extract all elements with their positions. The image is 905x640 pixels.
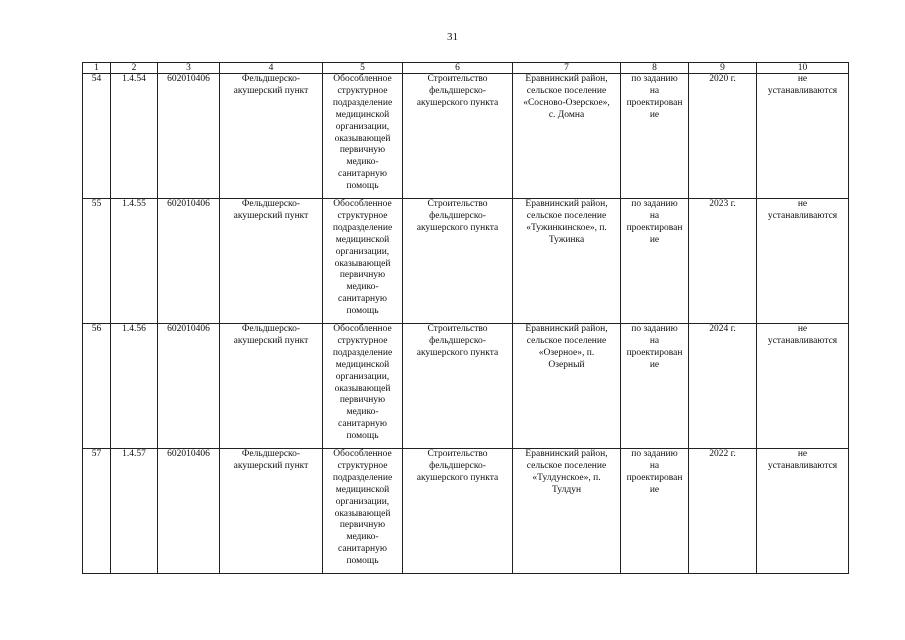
objects-table — [82, 62, 849, 574]
object-cell: Фельдшерско- акушерский пункт — [220, 449, 323, 574]
column-header: 2 — [111, 63, 158, 74]
code-cell: 1.4.57 — [111, 449, 158, 574]
object-cell: Фельдшерско- акушерский пункт — [220, 199, 323, 324]
column-header: 6 — [403, 63, 513, 74]
row-number-cell: 55 — [83, 199, 111, 324]
row-number-cell: 56 — [83, 324, 111, 449]
table-row — [83, 199, 849, 324]
code-cell: 1.4.54 — [111, 74, 158, 199]
work-cell: Строительство фельдшерско- акушерского пункта — [403, 324, 513, 449]
code-cell: 1.4.56 — [111, 324, 158, 449]
basis-cell: по заданию на проектирован ие — [621, 324, 689, 449]
basis-cell: по заданию на проектирован ие — [621, 199, 689, 324]
column-header: 9 — [689, 63, 757, 74]
location-cell: Еравнинский район, сельское поселение «Тужинкинское», п. Тужинка — [513, 199, 621, 324]
column-header: 10 — [757, 63, 849, 74]
location-cell: Еравнинский район, сельское поселение «Озерное», п. Озерный — [513, 324, 621, 449]
id-cell: 602010406 — [158, 74, 220, 199]
column-header: 5 — [323, 63, 403, 74]
purpose-cell: Обособленное структурное подразделение медицинской организации, оказывающей первичную медико- санитарную помощь — [323, 199, 403, 324]
row-number-cell: 57 — [83, 449, 111, 574]
column-header: 4 — [220, 63, 323, 74]
id-cell: 602010406 — [158, 324, 220, 449]
work-cell: Строительство фельдшерско- акушерского пункта — [403, 74, 513, 199]
purpose-cell: Обособленное структурное подразделение медицинской организации, оказывающей первичную медико- санитарную помощь — [323, 324, 403, 449]
purpose-cell: Обособленное структурное подразделение медицинской организации, оказывающей первичную медико- санитарную помощь — [323, 74, 403, 199]
id-cell: 602010406 — [158, 449, 220, 574]
page-number: 31 — [447, 31, 458, 43]
table-header-row — [83, 63, 849, 74]
column-header: 7 — [513, 63, 621, 74]
year-cell: 2024 г. — [689, 324, 757, 449]
id-cell: 602010406 — [158, 199, 220, 324]
work-cell: Строительство фельдшерско- акушерского пункта — [403, 449, 513, 574]
column-header: 1 — [83, 63, 111, 74]
year-cell: 2022 г. — [689, 449, 757, 574]
zones-cell: не устанавливаются — [757, 449, 849, 574]
column-header: 3 — [158, 63, 220, 74]
table-row — [83, 74, 849, 199]
table-row — [83, 449, 849, 574]
zones-cell: не устанавливаются — [757, 74, 849, 199]
zones-cell: не устанавливаются — [757, 199, 849, 324]
row-number-cell: 54 — [83, 74, 111, 199]
basis-cell: по заданию на проектирован ие — [621, 74, 689, 199]
location-cell: Еравнинский район, сельское поселение «Сосново-Озерское», с. Домна — [513, 74, 621, 199]
object-cell: Фельдшерско- акушерский пункт — [220, 324, 323, 449]
column-header: 8 — [621, 63, 689, 74]
object-cell: Фельдшерско- акушерский пункт — [220, 74, 323, 199]
basis-cell: по заданию на проектирован ие — [621, 449, 689, 574]
year-cell: 2023 г. — [689, 199, 757, 324]
code-cell: 1.4.55 — [111, 199, 158, 324]
table-row — [83, 324, 849, 449]
year-cell: 2020 г. — [689, 74, 757, 199]
zones-cell: не устанавливаются — [757, 324, 849, 449]
location-cell: Еравнинский район, сельское поселение «Тулдунское», п. Тулдун — [513, 449, 621, 574]
purpose-cell: Обособленное структурное подразделение медицинской организации, оказывающей первичную медико- санитарную помощь — [323, 449, 403, 574]
work-cell: Строительство фельдшерско- акушерского пункта — [403, 199, 513, 324]
